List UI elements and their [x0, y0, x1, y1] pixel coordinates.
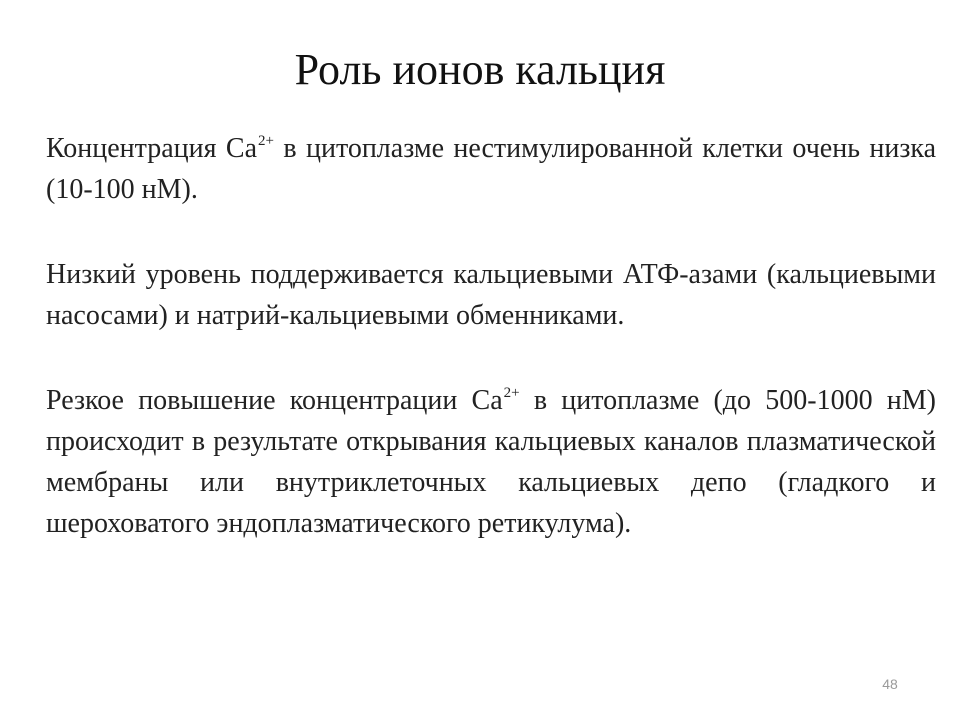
slide-title: Роль ионов кальция: [294, 45, 666, 94]
paragraph-3-text-end: в цитоплазме (до 500-1000 нМ) происходит в результате открывания кальциевых каналов плазматической мембраны или внутриклеточных кальциевых депо (гладкого и шероховатого эндоплазматического ретикулума).: [46, 385, 936, 539]
paragraph-low-level-maintenance: Низкий уровень поддерживается кальциевыми АТФ-азами (кальциевыми насосами) и натрий-кальциевыми обменниками.: [46, 259, 936, 331]
slide-number: 48: [882, 676, 898, 692]
superscript-charge: 2+: [258, 133, 274, 149]
superscript-charge: 2+: [503, 385, 520, 401]
paragraph-1-text-end: в цитоплазме нестимулированной клетки очень низка (10-100 нМ).: [46, 133, 936, 205]
paragraph-1-text-start: Концентрация Ca: [46, 133, 258, 164]
paragraph-calcium-concentration: [46, 128, 936, 210]
slide-body: [46, 128, 936, 588]
paragraph-sharp-increase: [46, 380, 936, 544]
paragraph-3-text-start: Резкое повышение концентрации Ca: [46, 385, 503, 416]
